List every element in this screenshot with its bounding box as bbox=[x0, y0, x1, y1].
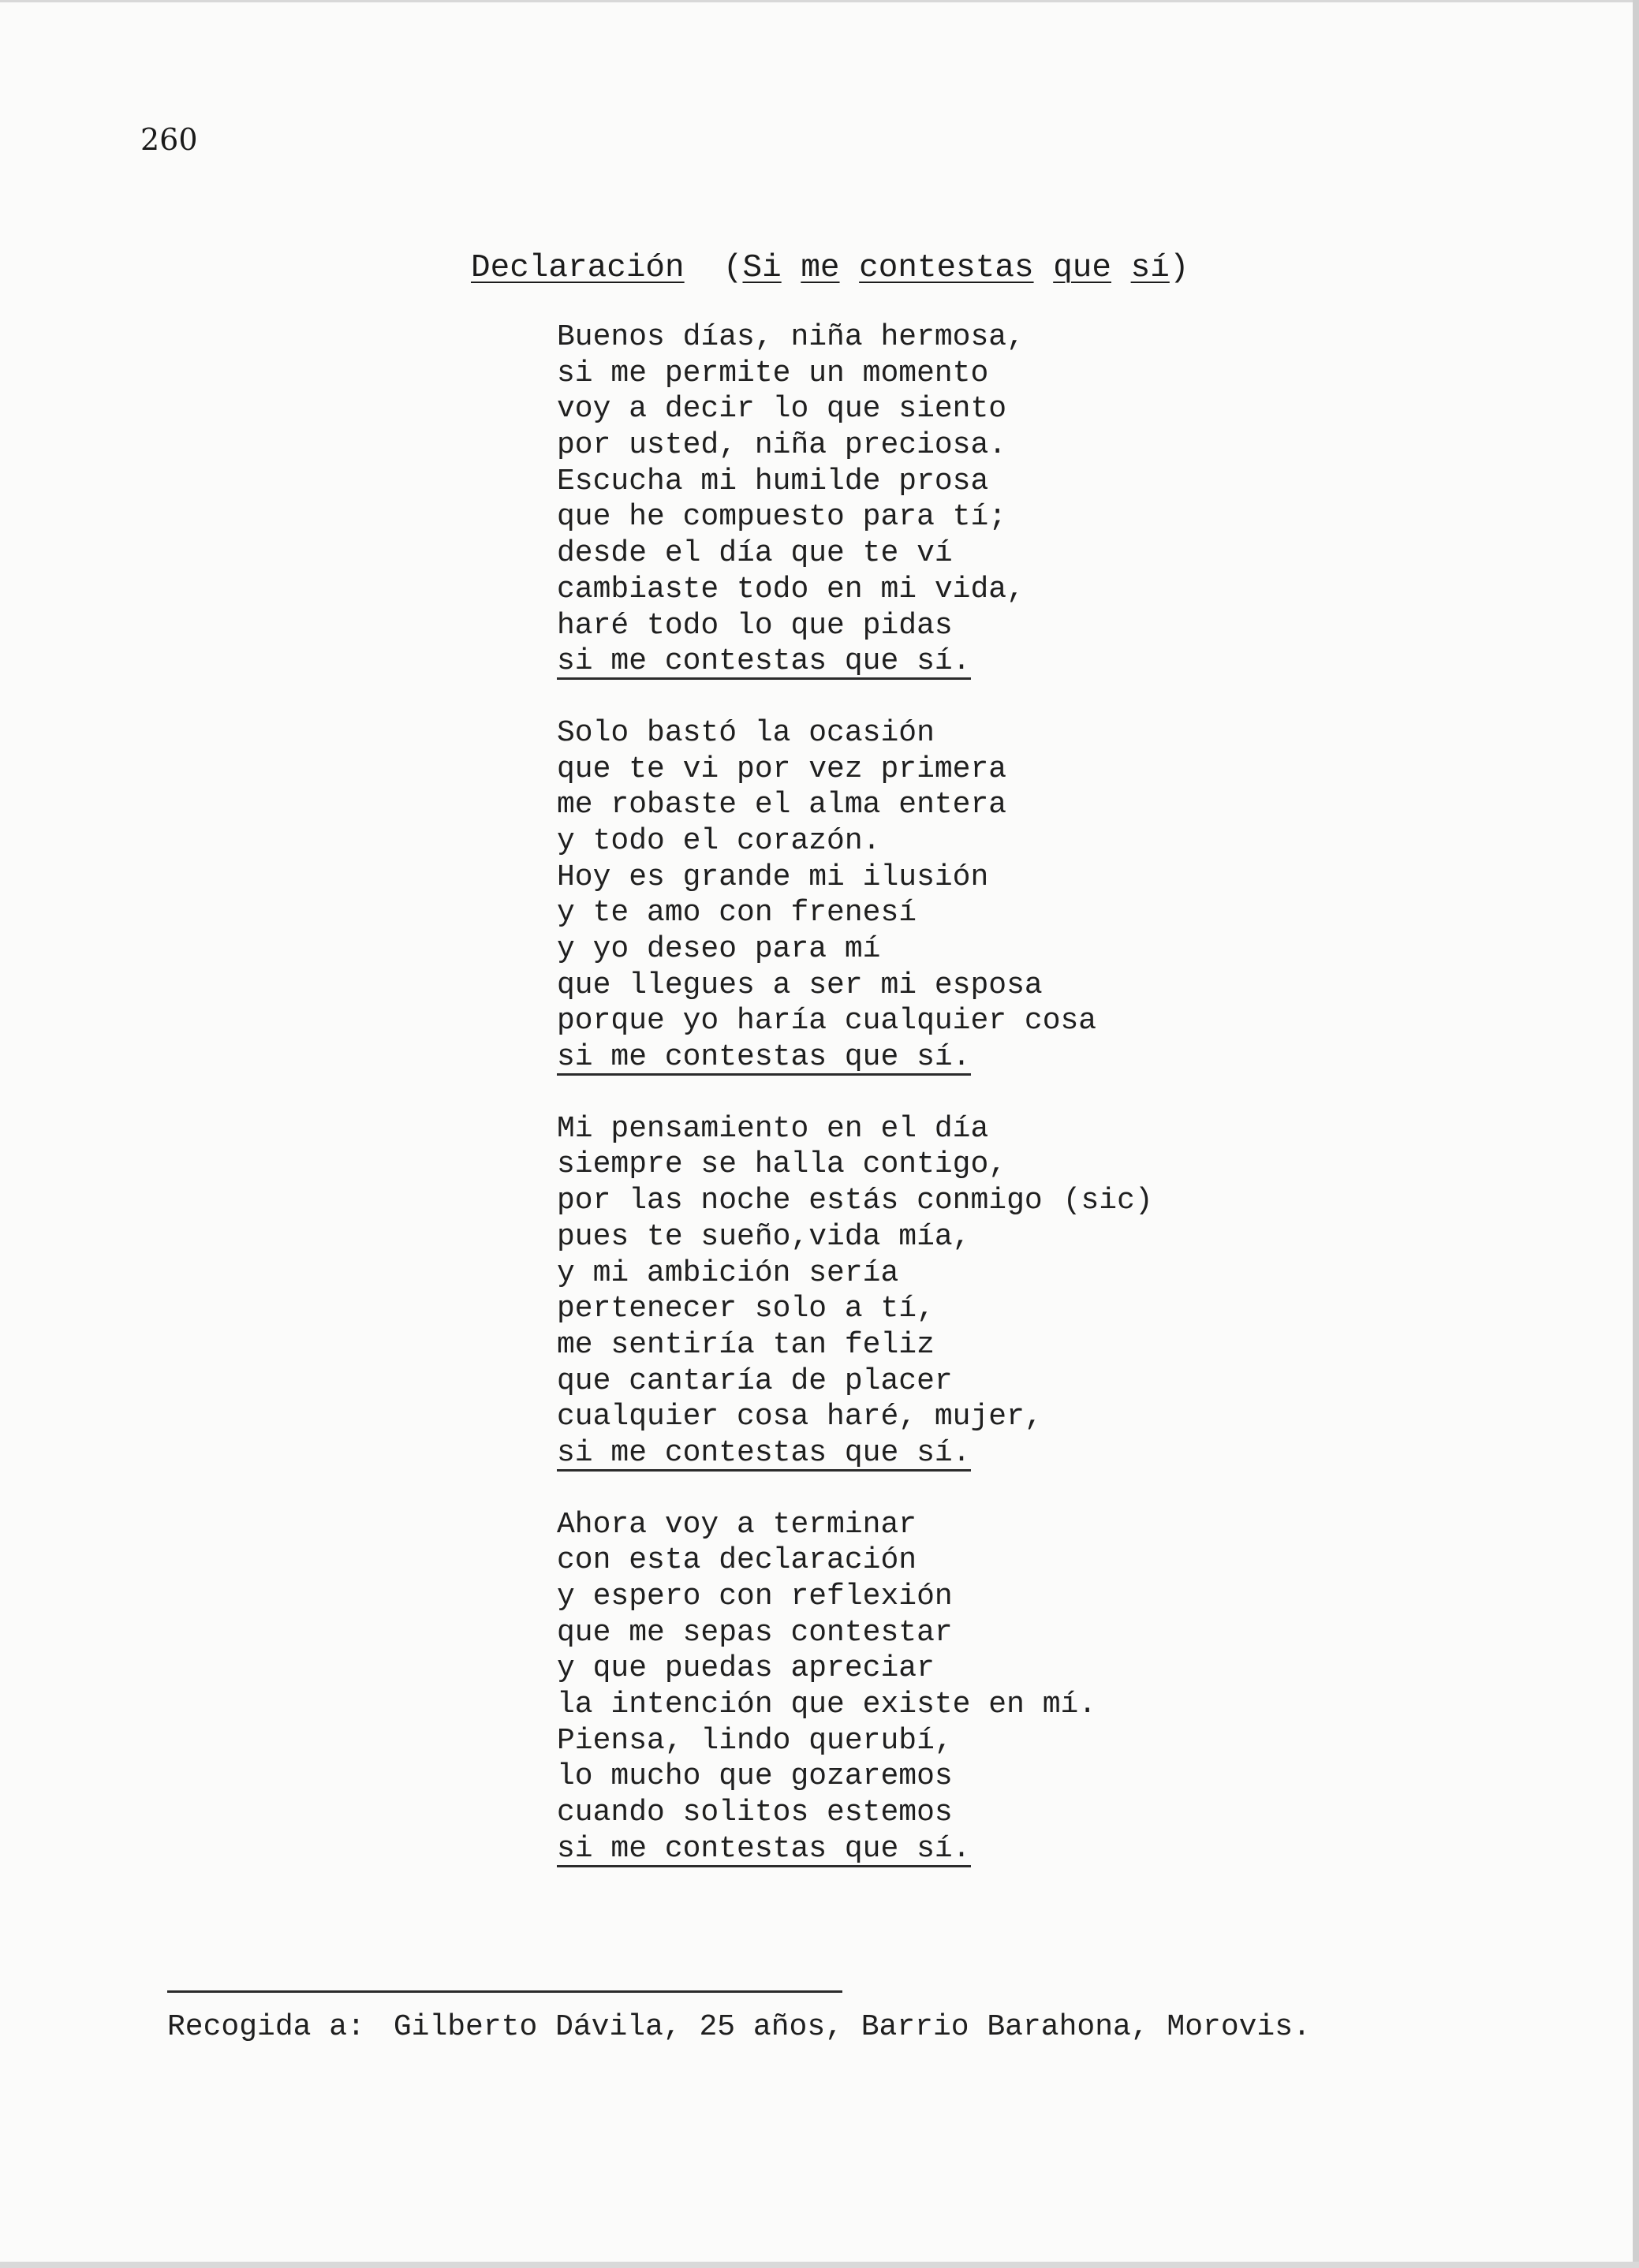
poem-line: que he compuesto para tí; bbox=[557, 500, 1007, 535]
poem-line: Ahora voy a terminar bbox=[557, 1507, 917, 1542]
stanza-2 bbox=[557, 715, 1582, 1076]
poem-line: con esta declaración bbox=[557, 1543, 917, 1578]
poem-line-text: por las noche estás conmigo bbox=[557, 1184, 1043, 1218]
title-close-paren: ) bbox=[1169, 250, 1189, 286]
refrain-line bbox=[557, 1435, 1582, 1472]
scan-right-edge bbox=[1633, 0, 1639, 2268]
poem-line: cuando solitos estemos bbox=[557, 1796, 953, 1830]
poem-title bbox=[471, 249, 1189, 288]
refrain-text: si me contestas que sí. bbox=[557, 1435, 971, 1470]
poem-line: que llegues a ser mi esposa bbox=[557, 968, 1043, 1002]
poem-line: me robaste el alma entera bbox=[557, 788, 1007, 823]
poem-line: pertenecer solo a tí, bbox=[557, 1292, 935, 1326]
title-open-paren: ( bbox=[722, 250, 743, 286]
title-main: Declaración bbox=[471, 250, 685, 286]
refrain-text: si me contestas que sí. bbox=[557, 644, 971, 679]
source-footnote bbox=[167, 2009, 1311, 2046]
refrain-text: si me contestas que sí. bbox=[557, 1040, 971, 1075]
poem-line: me sentiría tan feliz bbox=[557, 1327, 935, 1362]
poem-line: y que puedas apreciar bbox=[557, 1651, 935, 1686]
footnote-label: Recogida a: bbox=[167, 2010, 365, 2044]
sic-note: (sic) bbox=[1062, 1184, 1153, 1218]
poem-line: que me sepas contestar bbox=[557, 1615, 953, 1650]
poem-line: y mi ambición sería bbox=[557, 1255, 899, 1290]
stanza-1 bbox=[557, 319, 1582, 680]
refrain-line bbox=[557, 1039, 1582, 1076]
poem-line: que te vi por vez primera bbox=[557, 752, 1007, 786]
poem-line: y te amo con frenesí bbox=[557, 896, 917, 931]
footnote-rule bbox=[167, 1990, 842, 1993]
poem-line: y yo deseo para mí bbox=[557, 932, 881, 966]
poem-line: si me permite un momento bbox=[557, 356, 989, 390]
poem-line: la intención que existe en mí. bbox=[557, 1688, 1097, 1722]
stanza-4 bbox=[557, 1507, 1582, 1867]
poem-line: voy a decir lo que siento bbox=[557, 392, 1007, 427]
poem-line: Escucha mi humilde prosa bbox=[557, 464, 989, 498]
scan-top-edge bbox=[0, 0, 1639, 2]
poem-line: haré todo lo que pidas bbox=[557, 608, 953, 643]
poem-line: que cantaría de placer bbox=[557, 1363, 953, 1398]
title-word-me: me bbox=[801, 250, 840, 286]
poem-line-with-sic bbox=[557, 1183, 1582, 1219]
title-word-si-accent: sí bbox=[1130, 250, 1170, 286]
poem-line: desde el día que te ví bbox=[557, 536, 953, 571]
poem-line: Buenos días, niña hermosa, bbox=[557, 320, 1025, 354]
poem-line: cualquier cosa haré, mujer, bbox=[557, 1400, 1043, 1434]
poem-line: y todo el corazón. bbox=[557, 823, 881, 858]
title-word-que: que bbox=[1053, 250, 1111, 286]
footnote-source: Gilberto Dávila, 25 años, Barrio Barahona, Morovis. bbox=[393, 2010, 1311, 2044]
refrain-text: si me contestas que sí. bbox=[557, 1831, 971, 1866]
poem-line: Mi pensamiento en el día bbox=[557, 1111, 989, 1146]
poem-line: y espero con reflexión bbox=[557, 1580, 953, 1613]
poem-line: siempre se halla contigo, bbox=[557, 1147, 1007, 1182]
poem-line: lo mucho que gozaremos bbox=[557, 1759, 953, 1794]
refrain-line bbox=[557, 643, 1582, 680]
title-word-contestas: contestas bbox=[859, 250, 1034, 286]
poem-line: Hoy es grande mi ilusión bbox=[557, 860, 989, 894]
poem-line: por usted, niña preciosa. bbox=[557, 428, 1007, 463]
poem-line: Solo bastó la ocasión bbox=[557, 715, 935, 750]
refrain-line bbox=[557, 1831, 1582, 1867]
poem-line: porque yo haría cualquier cosa bbox=[557, 1004, 1097, 1039]
poem-line: pues te sueño,vida mía, bbox=[557, 1219, 971, 1254]
poem-line: cambiaste todo en mi vida, bbox=[557, 572, 1025, 606]
page-number: 260 bbox=[140, 122, 198, 157]
poem-line: Piensa, lindo querubí, bbox=[557, 1723, 953, 1758]
stanza-3 bbox=[557, 1111, 1582, 1472]
poem-body bbox=[557, 319, 1582, 1903]
scan-bottom-edge bbox=[0, 2262, 1639, 2268]
title-word-si: Si bbox=[742, 250, 782, 286]
